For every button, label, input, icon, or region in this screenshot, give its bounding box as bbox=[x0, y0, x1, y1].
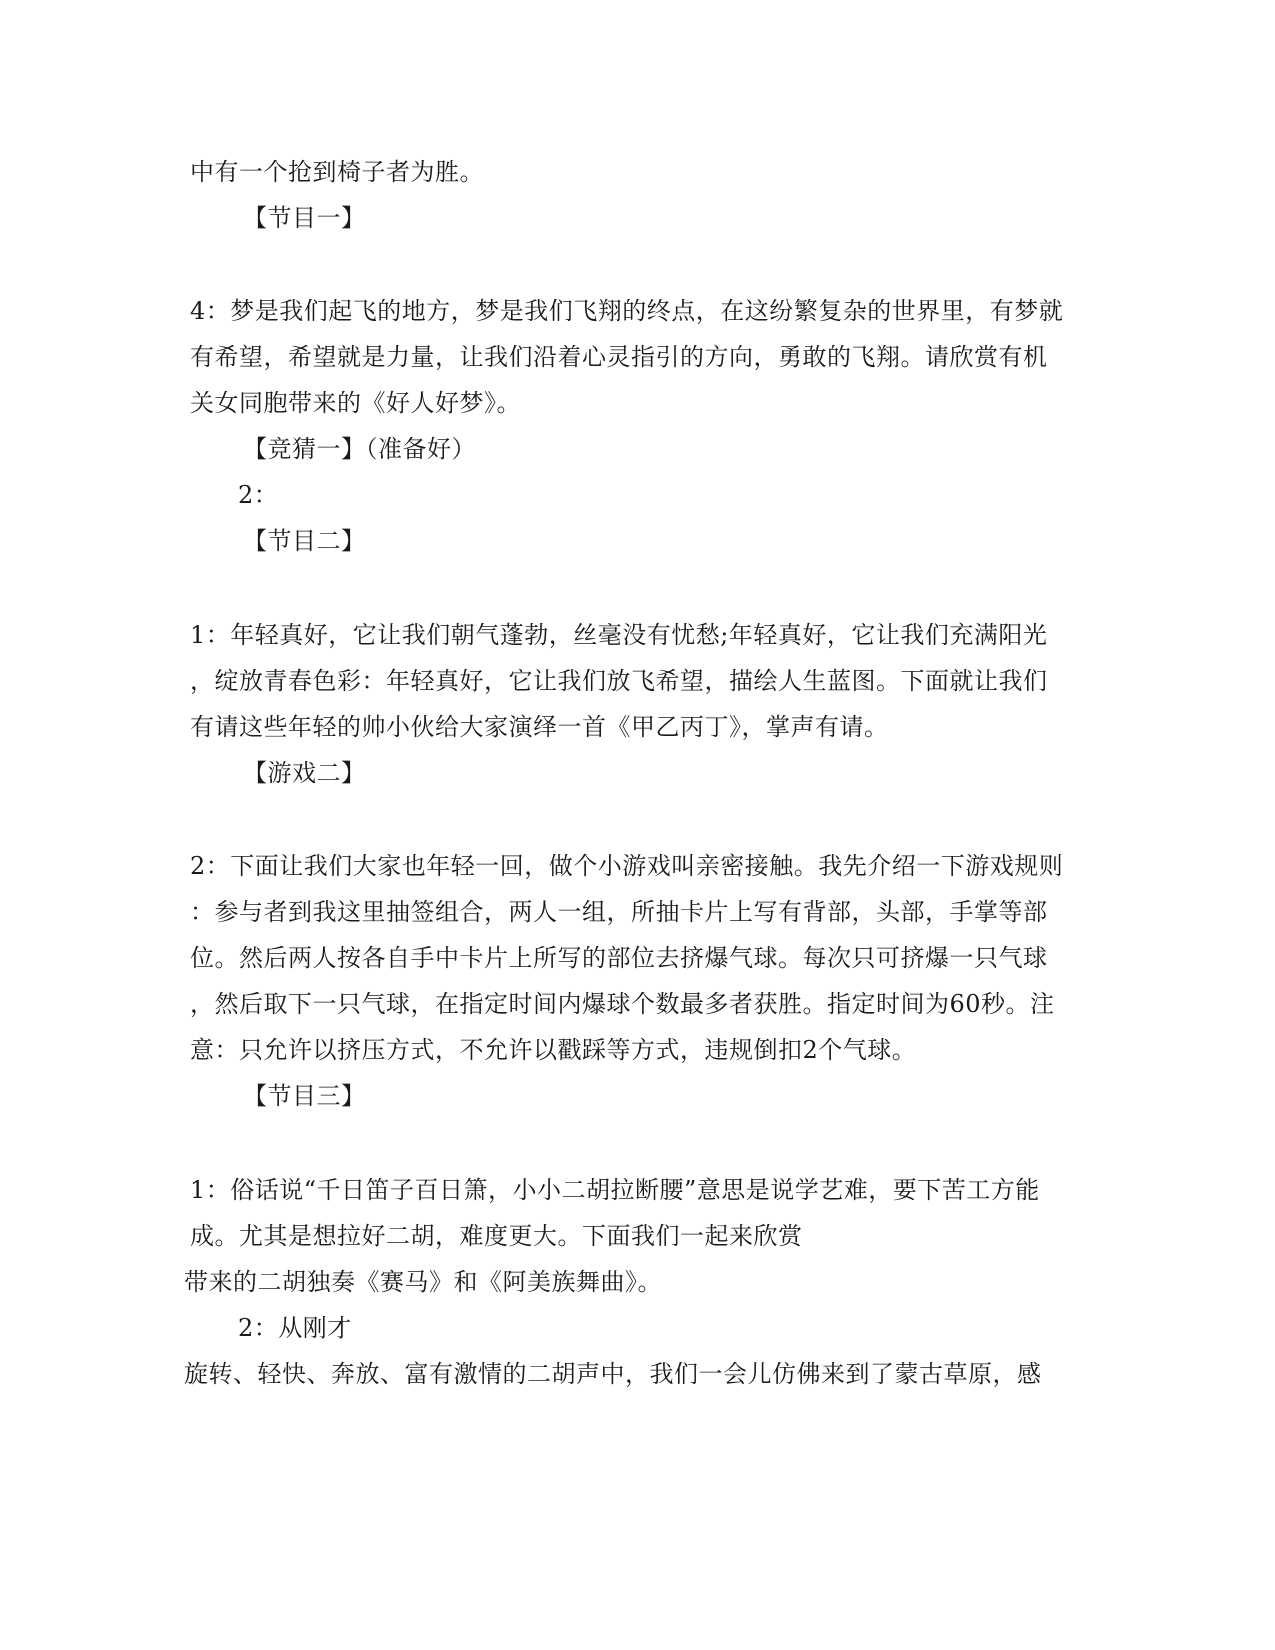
section-heading-quiz-1: 【竞猜一】（准备好） bbox=[243, 435, 476, 463]
section-heading-program-3: 【节目三】 bbox=[243, 1082, 366, 1110]
paragraph-line: ，然后取下一只气球，在指定时间内爆球个数最多者获胜。指定时间为60秒。注 bbox=[190, 990, 1055, 1018]
paragraph-line: 位。然后两人按各自手中卡片上所写的部位去挤爆气球。每次只可挤爆一只气球 bbox=[190, 944, 1048, 972]
paragraph-line: 1：年轻真好，它让我们朝气蓬勃，丝毫没有忧愁;年轻真好，它让我们充满阳光 bbox=[190, 621, 1048, 649]
section-heading-program-2: 【节目二】 bbox=[243, 527, 366, 555]
paragraph-line: 中有一个抢到椅子者为胜。 bbox=[190, 158, 484, 186]
paragraph-line: ：参与者到我这里抽签组合，两人一组，所抽卡片上写有背部，头部，手掌等部 bbox=[190, 898, 1048, 926]
speaker-line: 2： bbox=[238, 481, 279, 509]
paragraph-line: ，绽放青春色彩：年轻真好，它让我们放飞希望，描绘人生蓝图。下面就让我们 bbox=[190, 667, 1048, 695]
paragraph-line: 带来的二胡独奏《赛马》和《阿美族舞曲》。 bbox=[184, 1268, 662, 1296]
paragraph-line: 1：俗话说“千日笛子百日箫，小小二胡拉断腰”意思是说学艺难，要下苦工方能 bbox=[190, 1176, 1040, 1204]
paragraph-line: 意：只允许以挤压方式，不允许以戳踩等方式，违规倒扣2个气球。 bbox=[190, 1036, 917, 1064]
paragraph-line: 关女同胞带来的《好人好梦》。 bbox=[190, 389, 521, 417]
paragraph-line: 2：下面让我们大家也年轻一回，做个小游戏叫亲密接触。我先介绍一下游戏规则 bbox=[190, 852, 1064, 880]
speaker-line: 2：从刚才 bbox=[238, 1314, 352, 1342]
paragraph-line: 有请这些年轻的帅小伙给大家演绎一首《甲乙丙丁》，掌声有请。 bbox=[190, 713, 889, 741]
section-heading-program-1: 【节目一】 bbox=[243, 204, 366, 232]
paragraph-line: 成。尤其是想拉好二胡，难度更大。下面我们一起来欣赏 bbox=[190, 1222, 803, 1250]
paragraph-line: 有希望，希望就是力量，让我们沿着心灵指引的方向，勇敢的飞翔。请欣赏有机 bbox=[190, 343, 1048, 371]
paragraph-line: 旋转、轻快、奔放、富有激情的二胡声中，我们一会儿仿佛来到了蒙古草原，感 bbox=[184, 1360, 1042, 1388]
paragraph-line: 4：梦是我们起飞的地方，梦是我们飞翔的终点，在这纷繁复杂的世界里，有梦就 bbox=[190, 297, 1064, 325]
section-heading-game-2: 【游戏二】 bbox=[243, 759, 366, 787]
